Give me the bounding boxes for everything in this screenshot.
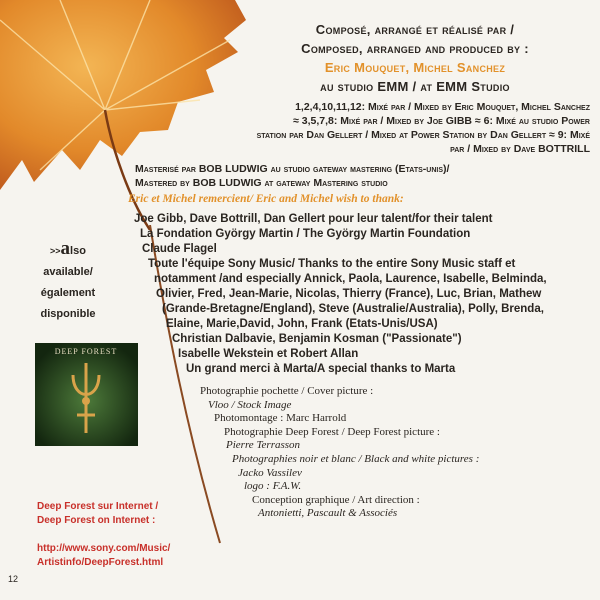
website-url-part2: Artistinfo/DeepForest.html [37,557,164,568]
credit-line: Pierre Terrasson [226,439,301,452]
mixing-line: station par Dan Gellert / Mixed at Power Station by Dan Gellert ≈ 9: Mixé [256,129,590,141]
thanks-line: Un grand merci à Marta/A special thanks to Marta [186,363,456,375]
credit-line: Photomontage : Marc Harrold [214,412,347,425]
thanks-line: Claude Flagel [142,243,217,255]
website-link[interactable] [37,542,170,570]
heading-line-fr: Composé, arrangé et réalisé par / [315,22,515,37]
thanks-heading: Eric et Michel remercient/ Eric and Michel wish to thank: [128,193,404,205]
thanks-line: Olivier, Fred, Jean-Marie, Nicolas, Thierry (France), Luc, Brian, Mathew [156,288,542,300]
internet-line-en: Deep Forest on Internet : [37,515,156,526]
mixing-line: ≈ 3,5,7,8: Mixé par / Mixed by Joe GIBB ≈ 6: Mixé au studio Power [293,115,590,127]
credit-line: Jacko Vassilev [238,466,302,479]
mixing-line: 1,2,4,10,11,12: Mixé par / Mixed by Eric Mouquet, Michel Sanchez [295,101,590,113]
credit-line: Antonietti, Pascault & Associés [258,507,398,520]
album-title: DEEP FOREST [54,347,118,356]
internet-line-fr: Deep Forest sur Internet / [37,501,159,512]
heading-line-en: Composed, arranged and produced by : [301,41,529,56]
credit-line: Conception graphique / Art direction : [252,493,420,506]
thanks-line: Toute l'équipe Sony Music/ Thanks to the entire Sony Music staff et [148,258,516,270]
production-heading [250,20,580,96]
internet-heading [37,500,158,528]
also-available-note [38,238,98,325]
credit-line: Photographie Deep Forest / Deep Forest picture : [224,425,440,438]
thanks-line: (Grande-Bretagne/England), Steve (Australie/Australia), Polly, Brenda, [162,303,544,315]
thanks-line: Isabelle Wekstein et Robert Allan [178,348,359,360]
arrows-icon: >> [50,246,61,256]
also-available: available/ [43,266,93,278]
thanks-line: notamment /and especially Annick, Paola, Laurence, Isabelle, Belminda, [154,273,547,285]
mixing-line: par / Mixed by Dave BOTTRILL [450,143,590,155]
album-cover-image [35,343,138,446]
heading-artists: Eric Mouquet, Michel Sanchez [324,60,506,75]
credit-line: Photographies noir et blanc / Black and white pictures : [232,452,480,465]
thanks-line: Elaine, Marie,David, John, Frank (Etats-Unis/USA) [166,318,438,330]
mastering-line: Mastered by BOB LUDWIG at gateway Mastering studio [135,177,388,189]
mixing-credits [150,100,590,156]
also-rest: lso [70,245,86,257]
also-disponible: disponible [40,308,96,320]
credit-line: Vloo / Stock Image [208,398,292,411]
mastering-credits [135,162,585,190]
credit-line: Photographie pochette / Cover picture : [200,385,374,397]
photo-credits [200,385,590,521]
heading-studio: au studio EMM / at EMM Studio [320,79,510,94]
mastering-line: Masterisé par BOB LUDWIG au studio gateway mastering (Etats-unis)/ [135,163,450,175]
credit-line: logo : F.A.W. [244,480,302,493]
thanks-line: Joe Gibb, Dave Bottrill, Dan Gellert pour leur talent/for their talent [134,213,493,225]
thanks-list [126,212,596,377]
thanks-line: La Fondation György Martin / The György Martin Foundation [140,228,471,240]
website-url-part1: http://www.sony.com/Music/ [37,543,171,554]
thanks-line: Christian Dalbavie, Benjamin Kosman ("Passionate") [172,333,462,345]
also-egalement: également [40,287,96,299]
page-number: 12 [8,574,19,584]
also-initial: a [60,238,71,259]
